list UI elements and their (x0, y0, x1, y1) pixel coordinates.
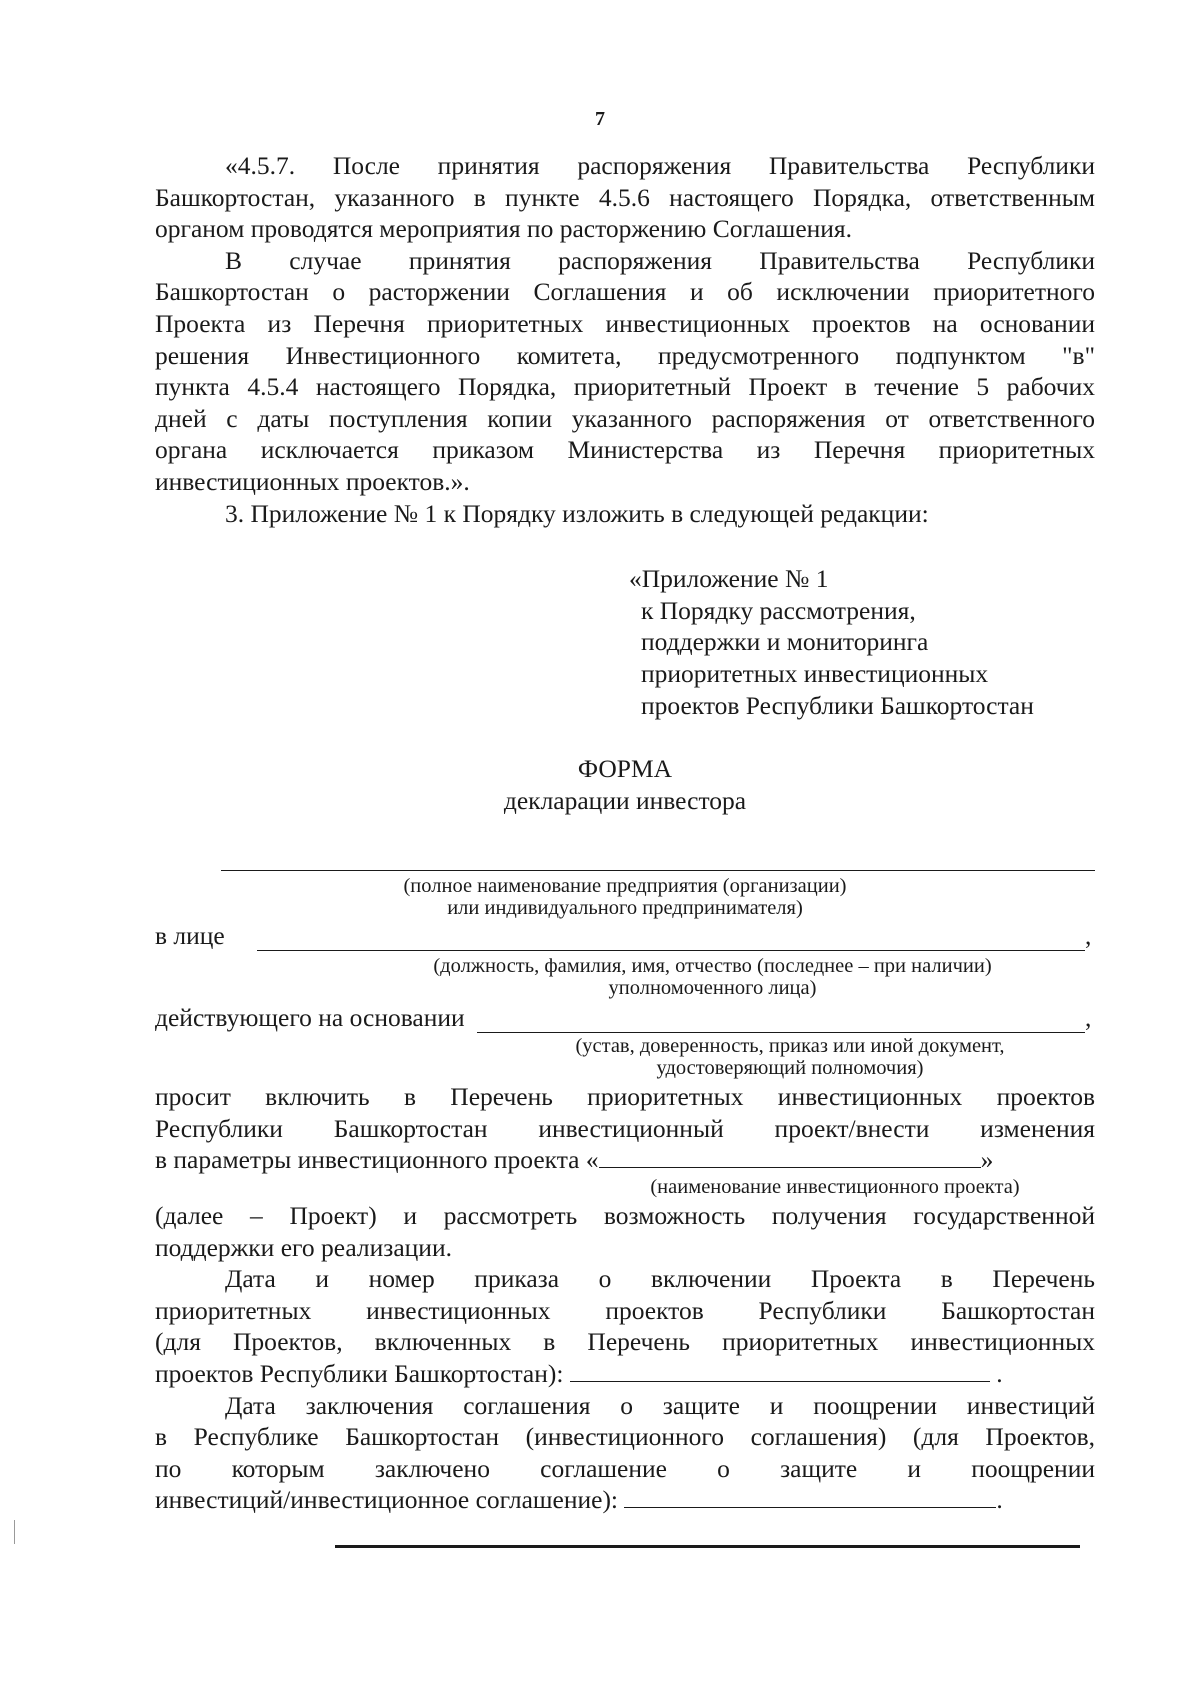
caption-line: (полное наименование предприятия (организации) (403, 875, 847, 898)
comma: , (1085, 1003, 1092, 1033)
text-line: органом проводятся мероприятия по расторжению Соглашения. (155, 214, 853, 244)
caption-line: или индивидуального предпринимателя) (447, 897, 803, 920)
text-line: Дата заключения соглашения о защите и поощрении инвестиций (225, 1390, 1095, 1420)
in-person-label: в лице (155, 921, 225, 951)
caption-basis (155, 1035, 1095, 1079)
text-line: Дата и номер приказа о включении Проекта в Перечень (225, 1264, 1095, 1294)
basis-row (155, 1003, 1095, 1033)
caption-person (155, 955, 1095, 999)
page-number: 7 (595, 108, 605, 130)
text-line (155, 1484, 1095, 1516)
caption-line: уполномоченного лица) (608, 977, 817, 1000)
text-line: пункта 4.5.4 настоящего Порядка, приоритетный Проект в течение 5 рабочих (155, 372, 1095, 402)
appendix-line: «Приложение № 1 (629, 564, 829, 594)
form-title: ФОРМА (577, 754, 673, 784)
document-body (155, 150, 1095, 1516)
agreement-paragraph (155, 1390, 1095, 1516)
appendix-line: к Порядку рассмотрения, (641, 595, 916, 625)
text-line: инвестиционных проектов.». (155, 466, 470, 496)
text-line (155, 1144, 1095, 1176)
caption-line: (должность, фамилия, имя, отчество (последнее – при наличии) (433, 955, 992, 978)
item-3: 3. Приложение № 1 к Порядку изложить в следующей редакции: (225, 498, 929, 528)
text-line: приоритетных инвестиционных проектов Республики Башкортостан (155, 1295, 1095, 1325)
basis-line (477, 1006, 1085, 1033)
appendix-line: поддержки и мониторинга (641, 627, 929, 657)
caption-line: удостоверяющий полномочия) (656, 1057, 924, 1080)
text-line: Башкортостан, указанного в пункте 4.5.6 настоящего Порядка, ответственным (155, 182, 1095, 212)
text-fragment: проектов Республики Башкортостан): (155, 1359, 564, 1389)
text-fragment: . (996, 1359, 1003, 1389)
text-line: дней с даты поступления копии указанного распоряжения от ответственного (155, 403, 1095, 433)
text-line: «4.5.7. После принятия распоряжения Правительства Республики (225, 151, 1095, 180)
caption-line: (наименование инвестиционного проекта) (650, 1176, 1020, 1199)
caption-project (155, 1176, 1095, 1198)
form-subtitle: декларации инвестора (503, 785, 747, 815)
paragraph-case (155, 245, 1095, 498)
text-line: просит включить в Перечень приоритетных инвестиционных проектов (155, 1082, 1095, 1112)
text-fragment: » (980, 1145, 994, 1175)
text-fragment: . (996, 1485, 1003, 1515)
basis-label: действующего на основании (155, 1003, 465, 1033)
text-line: по которым заключено соглашение о защите и поощрении (155, 1453, 1095, 1483)
in-person-row (155, 921, 1095, 951)
text-line: В случае принятия распоряжения Правительства Республики (225, 245, 1095, 275)
text-line (155, 1358, 1095, 1390)
order-paragraph (155, 1263, 1095, 1389)
agreement-date-line (624, 1485, 996, 1508)
caption-line: (устав, доверенность, приказ или иной документ, (575, 1035, 1005, 1058)
further-paragraph (155, 1200, 1095, 1263)
in-person-line (257, 924, 1085, 951)
text-line: (далее – Проект) и рассмотреть возможность получения государственной (155, 1201, 1095, 1231)
text-line: Башкортостан о расторжении Соглашения и об исключении приоритетного (155, 277, 1095, 307)
text-fragment: инвестиций/инвестиционное соглашение): (155, 1485, 619, 1515)
text-line: Проекта из Перечня приоритетных инвестиционных проектов на основании (155, 308, 1095, 338)
text-line: решения Инвестиционного комитета, предусмотренного подпунктом "в" (155, 340, 1095, 370)
margin-mark (14, 1520, 15, 1544)
company-name-line (221, 846, 1095, 871)
caption-company (155, 875, 1095, 919)
text-line: в Республике Башкортостан (инвестиционного соглашения) (для Проектов, (155, 1422, 1095, 1452)
text-line: поддержки его реализации. (155, 1232, 452, 1262)
text-line: Республики Башкортостан инвестиционный проект/внести изменения (155, 1113, 1095, 1143)
project-name-line (599, 1145, 981, 1168)
request-paragraph (155, 1081, 1095, 1176)
text-line: (для Проектов, включенных в Перечень приоритетных инвестиционных (155, 1327, 1095, 1357)
appendix-line: приоритетных инвестиционных (641, 658, 989, 688)
appendix-line: проектов Республики Башкортостан (641, 690, 1034, 720)
footer-rule (335, 1545, 1080, 1548)
appendix-heading (629, 563, 1095, 721)
comma: , (1085, 921, 1092, 951)
paragraph-4-5-7 (155, 150, 1095, 245)
order-date-line (570, 1359, 990, 1382)
text-fragment: в параметры инвестиционного проекта « (155, 1145, 599, 1175)
text-line: органа исключается приказом Министерства из Перечня приоритетных (155, 435, 1095, 465)
